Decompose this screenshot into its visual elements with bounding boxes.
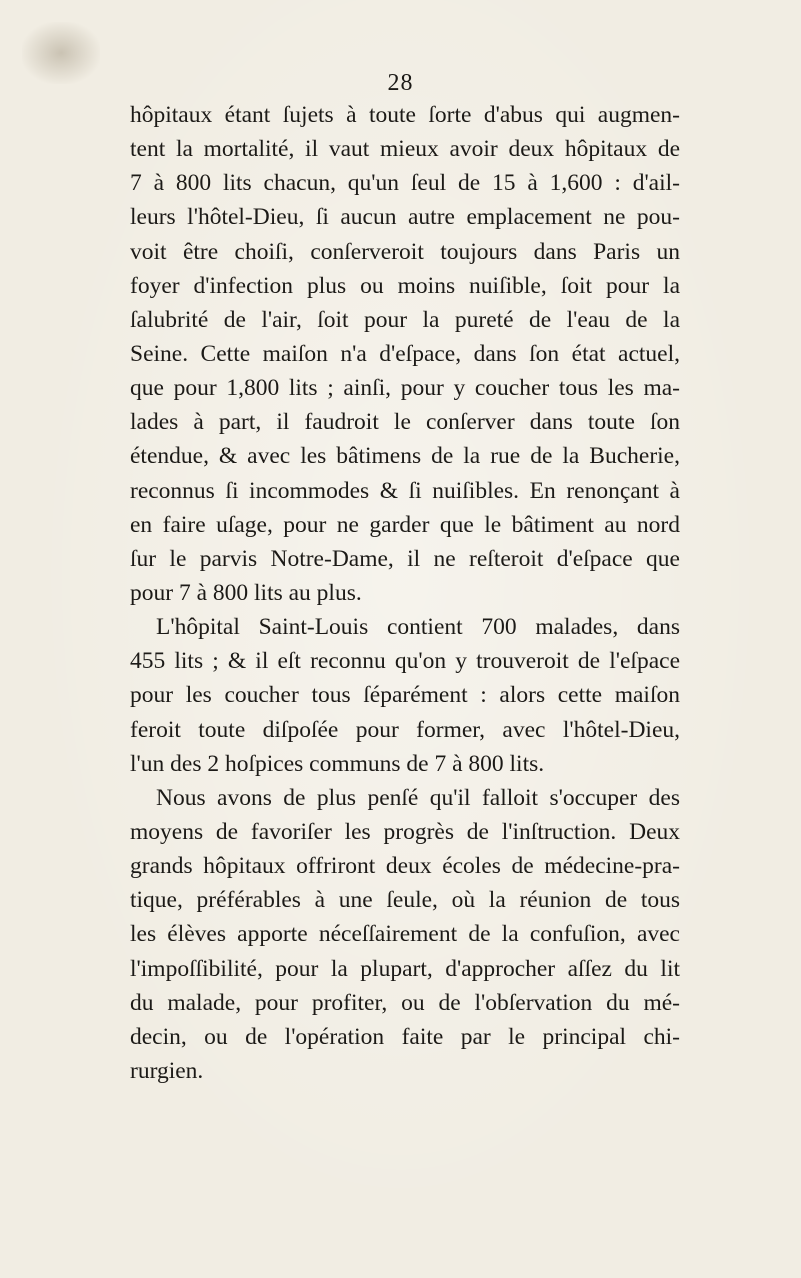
text-line: moyens de favoriſer les progrès de l'inſtruction. Deux [130,818,680,845]
text-line: pour 7 à 800 lits au plus. [130,579,362,606]
text-line: l'impoſſibilité, pour la plupart, d'approcher aſſez du lit [130,955,680,982]
text-line: Nous avons de plus penſé qu'il falloit s'occuper des [156,784,680,811]
text-line: tent la mortalité, il vaut mieux avoir deux hôpitaux de [130,136,680,163]
text-line: grands hôpitaux offriront deux écoles de médecine-pra- [130,853,680,880]
text-line: 455 lits ; & il eſt reconnu qu'on y trouveroit de l'eſpace [130,648,680,675]
text-line: feroit toute diſpoſée pour former, avec l'hôtel-Dieu, [130,716,680,743]
text-line: pour les coucher tous ſéparément : alors cette maiſon [130,682,680,709]
text-line: decin, ou de l'opération faite par le principal chi- [130,1023,680,1050]
text-line: reconnus ſi incommodes & ſi nuiſibles. En renonçant à [130,477,680,504]
page-number: 28 [387,70,414,96]
text-line: lades à part, il faudroit le conſerver dans toute ſon [130,409,680,436]
text-line: que pour 1,800 lits ; ainſi, pour y coucher tous les ma- [130,375,680,402]
text-line: du malade, pour profiter, ou de l'obſervation du mé- [130,989,680,1016]
text-line: foyer d'infection plus ou moins nuiſible, ſoit pour la [130,272,680,299]
text-line: l'un des 2 hoſpices communs de 7 à 800 lits. [130,750,545,777]
text-line: leurs l'hôtel-Dieu, ſi aucun autre emplacement ne pou- [130,204,680,231]
text-line: 7 à 800 lits chacun, qu'un ſeul de 15 à 1,600 : d'ail- [130,170,680,197]
text-line: étendue, & avec les bâtimens de la rue de la Bucherie, [130,443,680,470]
text-line: ſalubrité de l'air, ſoit pour la pureté de l'eau de la [130,306,680,333]
text-line: les élèves apporte néceſſairement de la confuſion, avec [130,921,680,948]
text-line: L'hôpital Saint-Louis contient 700 malades, dans [156,614,680,641]
text-line: rurgien. [130,1057,204,1084]
text-line: voit être choiſi, conſerveroit toujours dans Paris un [130,238,680,265]
text-line: tique, préférables à une ſeule, où la réunion de tous [130,887,680,914]
text-line: hôpitaux étant ſujets à toute ſorte d'abus qui augmen- [130,102,680,128]
text-line: Seine. Cette maiſon n'a d'eſpace, dans ſon état actuel, [130,340,680,367]
body-text [130,98,680,1088]
text-line: ſur le parvis Notre-Dame, il ne reſteroit d'eſpace que [130,545,680,572]
text-line: en faire uſage, pour ne garder que le bâtiment au nord [130,511,680,538]
